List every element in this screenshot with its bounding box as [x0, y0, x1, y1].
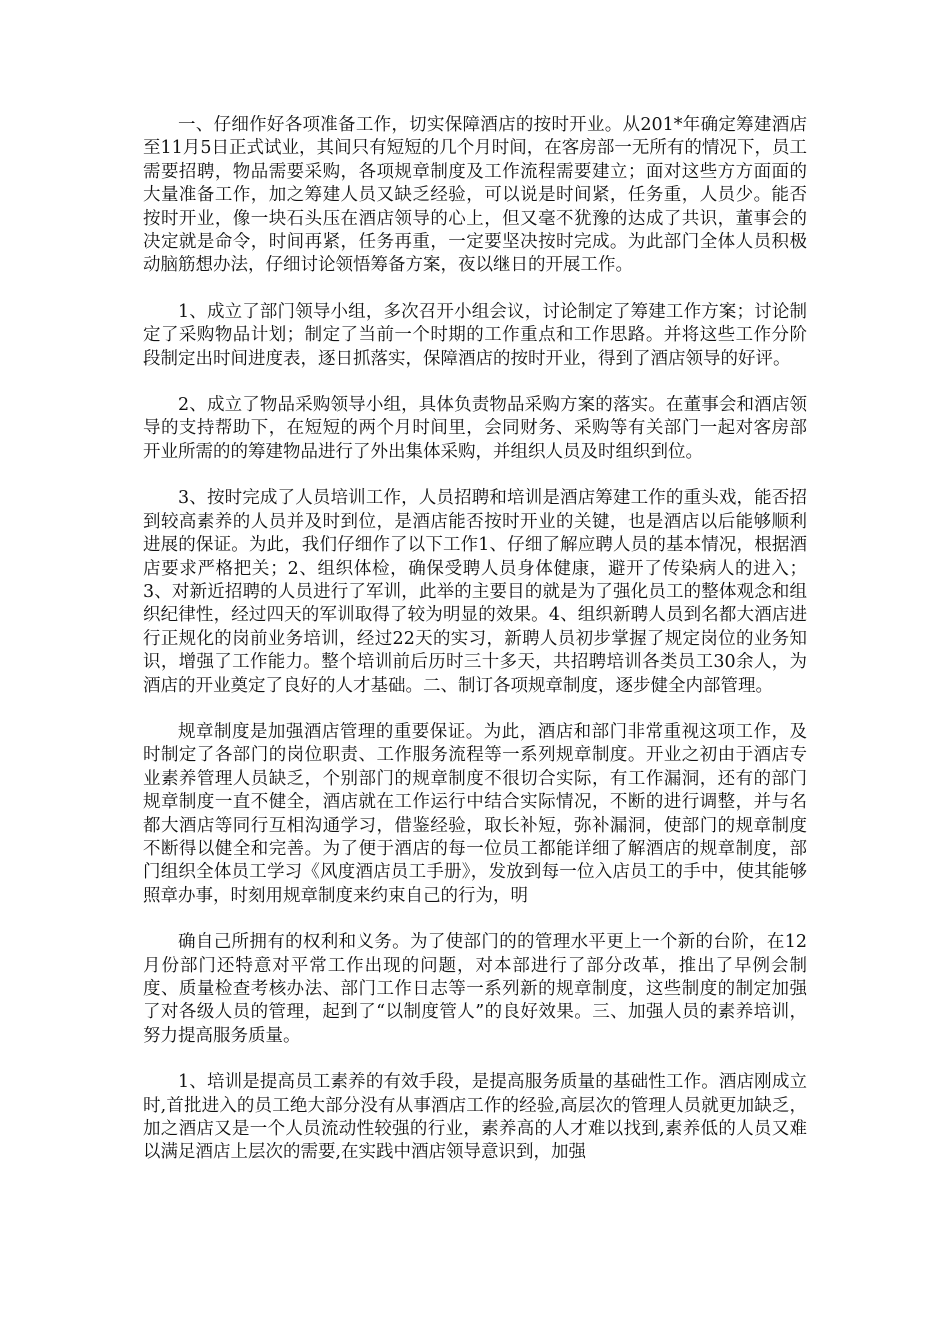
paragraph-rights: 确自己所拥有的权利和义务。为了使部门的的管理水平更上一个新的台阶，在12月份部门还特意对平常工作出现的问题，对本部进行了部分改革，推出了早例会制度、质量检查考核办法、部门工作日志等一系列新的规章制度，这些制度的制定加强了对各级人员的管理，起到了“以制度管人”的良好效果。三、加强人员的素养培训，努力提高服务质量。 [143, 932, 807, 1046]
paragraph-regulations: 规章制度是加强酒店管理的重要保证。为此，酒店和部门非常重视这项工作，及时制定了各部门的岗位职责、工作服务流程等一系列规章制度。开业之初由于酒店专业素养管理人员缺乏，个别部门的规章制度不很切合实际，有工作漏洞，还有的部门规章制度一直不健全，酒店就在工作运行中结合实际情况，不断的进行调整，并与名都大酒店等同行互相沟通学习，借鉴经验，取长补短，弥补漏洞，使部门的规章制度不断得以健全和完善。为了便于酒店的每一位员工都能详细了解酒店的规章制度，部门组织全体员工学习《风度酒店员工手册》，发放到每一位入店员工的手中，使其能够照章办事，时刻用规章制度来约束自己的行为，明 [143, 721, 807, 906]
paragraph-item-2: 2、成立了物品采购领导小组，具体负责物品采购方案的落实。在董事会和酒店领导的支持帮助下，在短短的两个月时间里，会同财务、采购等有关部门一起对客房部开业所需的的筹建物品进行了外出集体采购，并组织人员及时组织到位。 [143, 395, 807, 462]
paragraph-training: 1、培训是提高员工素养的有效手段，是提高服务质量的基础性工作。酒店刚成立时,首批进入的员工绝大部分没有从事酒店工作的经验,高层次的管理人员就更加缺乏，加之酒店又是一个人员流动性较强的行业，素养高的人才难以找到,素养低的人员又难以满足酒店上层次的需要,在实践中酒店领导意识到，加强 [143, 1072, 807, 1163]
paragraph-item-3: 3、按时完成了人员培训工作，人员招聘和培训是酒店筹建工作的重头戏，能否招到较高素养的人员并及时到位，是酒店能否按时开业的关键，也是酒店以后能够顺利进展的保证。为此，我们仔细作了以下工作1、仔细了解应聘人员的基本情况，根据酒店要求严格把关；2、组织体检，确保受聘人员身体健康，避开了传染病人的进入；3、对新近招聘的人员进行了军训，此举的主要目的就是为了强化员工的整体观念和组织纪律性，经过四天的军训取得了较为明显的效果。4、组织新聘人员到名都大酒店进行正规化的岗前业务培训，经过22天的实习，新聘人员初步掌握了规定岗位的业务知识，增强了工作能力。整个培训前后历时三十多天，共招聘培训各类员工30余人，为酒店的开业奠定了良好的人才基础。二、制订各项规章制度，逐步健全内部管理。 [143, 488, 807, 696]
paragraph-item-1: 1、成立了部门领导小组，多次召开小组会议，讨论制定了筹建工作方案；讨论制定了采购物品计划；制定了当前一个时期的工作重点和工作思路。并将这些工作分阶段制定出时间进度表，逐日抓落实，保障酒店的按时开业，得到了酒店领导的好评。 [143, 301, 807, 369]
paragraph-intro: 一、仔细作好各项准备工作，切实保障酒店的按时开业。从201*年确定筹建酒店至11月5日正式试业，其间只有短短的几个月时间，在客房部一无所有的情况下，员工需要招聘，物品需要采购，各项规章制度及工作流程需要建立；面对这些方方面面的大量准备工作，加之筹建人员又缺乏经验，可以说是时间紧，任务重，人员少。能否按时开业，像一块石头压在酒店领导的心上，但又毫不犹豫的达成了共识，董事会的决定就是命令，时间再紧，任务再重，一定要坚决按时完成。为此部门全体人员积极动脑筋想办法，仔细讨论领悟筹备方案，夜以继日的开展工作。 [143, 115, 807, 276]
document-page [143, 114, 807, 1188]
